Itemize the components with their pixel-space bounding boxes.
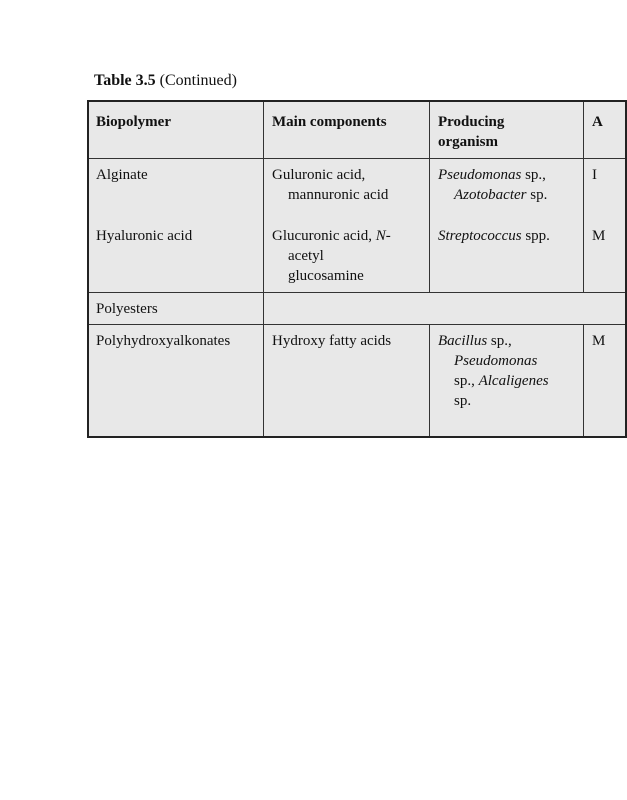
column-divider — [583, 324, 584, 436]
row-rule — [89, 324, 625, 325]
header-producing-organism: Producing organism — [438, 114, 505, 150]
cell-pha-name: Polyhydroxyalkonates — [96, 333, 231, 349]
cell-pha-col4: M — [592, 333, 606, 349]
cell-alginate-organism: Pseudomonas sp., Azotobacter sp. — [438, 167, 548, 203]
cell-pha-organism: Bacillus sp., Pseudomonas sp., Alcaligenes sp. — [438, 333, 549, 409]
cell-hyaluronic-col4: M — [592, 228, 606, 244]
table-caption — [94, 72, 237, 90]
section-polyesters: Polyesters — [96, 301, 158, 317]
cell-alginate-col4: I — [592, 167, 597, 183]
cell-hyaluronic-components: Glucuronic acid, N- acetyl glucosamine — [272, 228, 391, 284]
cell-hyaluronic-name: Hyaluronic acid — [96, 228, 193, 244]
column-divider — [429, 324, 430, 436]
column-divider — [429, 102, 430, 292]
row-rule — [89, 292, 625, 293]
column-divider — [583, 102, 584, 292]
caption-continued: (Continued) — [159, 72, 237, 89]
header-main-components: Main components — [272, 114, 387, 130]
table-number: Table 3.5 — [94, 72, 156, 89]
cell-pha-components: Hydroxy fatty acids — [272, 333, 392, 349]
column-divider — [263, 102, 264, 436]
cell-alginate-name: Alginate — [96, 167, 148, 183]
header-col4: A — [592, 114, 603, 130]
cell-hyaluronic-organism: Streptococcus spp. — [438, 228, 550, 244]
header-biopolymer: Biopolymer — [96, 114, 171, 130]
cell-alginate-components: Guluronic acid, mannuronic acid — [272, 167, 389, 203]
header-rule — [89, 158, 625, 159]
data-table — [87, 100, 627, 438]
